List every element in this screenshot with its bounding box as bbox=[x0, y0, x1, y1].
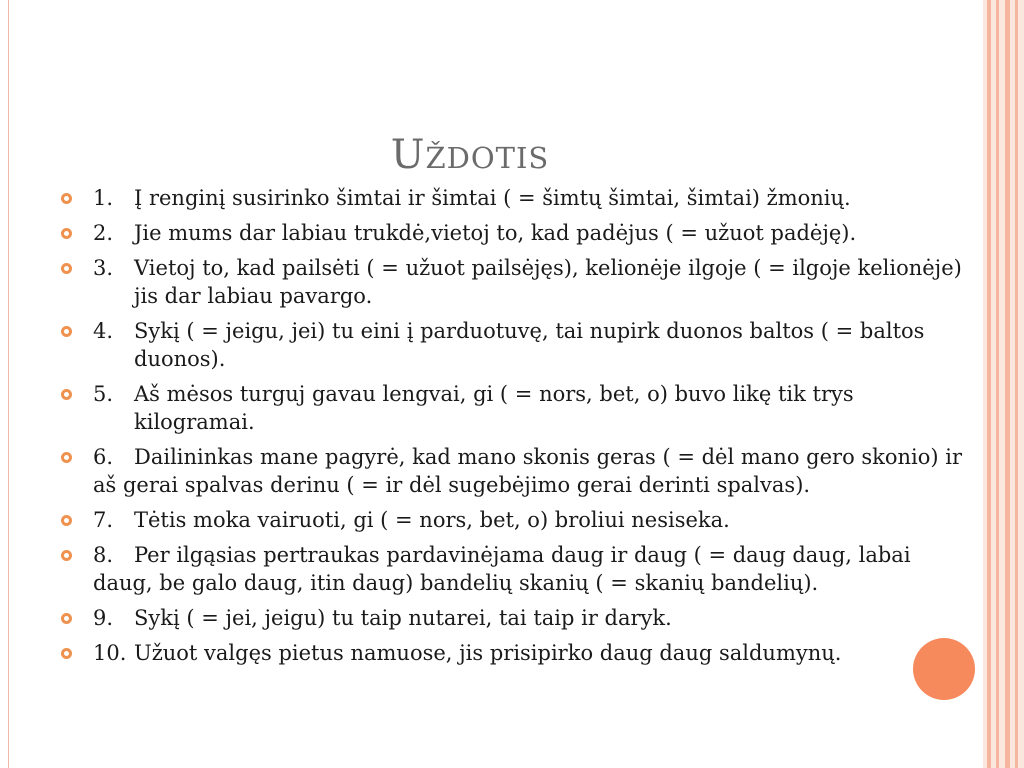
list-item: 8. Per ilgąsias pertraukas pardavinėjama daug ir daug ( = daug daug, labai daug, be galo daug, itin daug) bandelių skanių ( = skanių bandelių). bbox=[60, 541, 970, 597]
decorative-circle bbox=[913, 638, 975, 700]
bullet-icon bbox=[61, 389, 72, 400]
list-item-text: Į renginį susirinko šimtai ir šimtai ( = šimtų šimtai, šimtai) žmonių. bbox=[134, 186, 851, 210]
list-item-text: Sykį ( = jei, jeigu) tu taip nutarei, tai taip ir daryk. bbox=[134, 606, 672, 630]
bullet-icon bbox=[61, 648, 72, 659]
list-item-text: Tėtis moka vairuoti, gi ( = nors, bet, o) broliui nesiseka. bbox=[134, 508, 730, 532]
list-item-text: Sykį ( = jeigu, jei) tu eini į parduotuvę, tai nupirk duonos baltos ( = baltos duonos). bbox=[134, 319, 925, 371]
list-item: 7. Tėtis moka vairuoti, gi ( = nors, bet, o) broliui nesiseka. bbox=[60, 506, 970, 534]
right-frame-stripe bbox=[1015, 0, 1018, 768]
bullet-icon bbox=[61, 193, 72, 204]
list-item-text: Jie mums dar labiau trukdė,vietoj to, kad padėjus ( = užuot padėję). bbox=[134, 221, 857, 245]
list-item-text: Per ilgąsias pertraukas pardavinėjama daug ir daug ( = daug daug, labai daug, be galo daug, itin daug) bandelių skanių ( = skanių bandelių). bbox=[93, 543, 911, 595]
list-item: 1. Į renginį susirinko šimtai ir šimtai ( = šimtų šimtai, šimtai) žmonių. bbox=[60, 184, 970, 212]
bullet-list bbox=[60, 184, 970, 674]
list-item: 5. Aš mėsos turguj gavau lengvai, gi ( = nors, bet, o) buvo likę tik trys kilogramai. bbox=[60, 380, 970, 436]
list-item-text: Užuot valgęs pietus namuose, jis prisipirko daug daug saldumynų. bbox=[134, 641, 842, 665]
bullet-icon bbox=[61, 550, 72, 561]
list-item: 9. Sykį ( = jei, jeigu) tu taip nutarei, tai taip ir daryk. bbox=[60, 604, 970, 632]
list-item-text: Vietoj to, kad pailsėti ( = užuot pailsėjęs), kelionėje ilgoje ( = ilgoje kelionėje) jis dar labiau pavargo. bbox=[134, 256, 962, 308]
list-item: 4. Sykį ( = jeigu, jei) tu eini į parduotuvę, tai nupirk duonos baltos ( = baltos duonos). bbox=[60, 317, 970, 373]
bullet-icon bbox=[61, 515, 72, 526]
list-item: 3. Vietoj to, kad pailsėti ( = užuot pailsėjęs), kelionėje ilgoje ( = ilgoje kelionėje) jis dar labiau pavargo. bbox=[60, 254, 970, 310]
bullet-icon bbox=[61, 228, 72, 239]
right-frame-stripe bbox=[996, 0, 999, 768]
list-item-text: Aš mėsos turguj gavau lengvai, gi ( = nors, bet, o) buvo likę tik trys kilogramai. bbox=[134, 382, 854, 434]
bullet-icon bbox=[61, 452, 72, 463]
list-item-text: Dailininkas mane pagyrė, kad mano skonis geras ( = dėl mano gero skonio) ir aš gerai spalvas derinu ( = ir dėl sugebėjimo gerai derinti spalvas). bbox=[93, 445, 963, 497]
slide-title: UŽDOTIS bbox=[390, 132, 550, 179]
right-frame-stripe bbox=[1005, 0, 1010, 768]
bullet-icon bbox=[61, 263, 72, 274]
list-item: 10. Užuot valgęs pietus namuose, jis prisipirko daug daug saldumynų. bbox=[60, 639, 970, 667]
right-frame-stripe bbox=[987, 0, 991, 768]
bullet-icon bbox=[61, 326, 72, 337]
bullet-icon bbox=[61, 613, 72, 624]
left-frame-line bbox=[8, 0, 9, 768]
list-item: 6. Dailininkas mane pagyrė, kad mano skonis geras ( = dėl mano gero skonio) ir aš gerai spalvas derinu ( = ir dėl sugebėjimo gerai derinti spalvas). bbox=[60, 443, 970, 499]
list-item: 2. Jie mums dar labiau trukdė,vietoj to, kad padėjus ( = užuot padėję). bbox=[60, 219, 970, 247]
